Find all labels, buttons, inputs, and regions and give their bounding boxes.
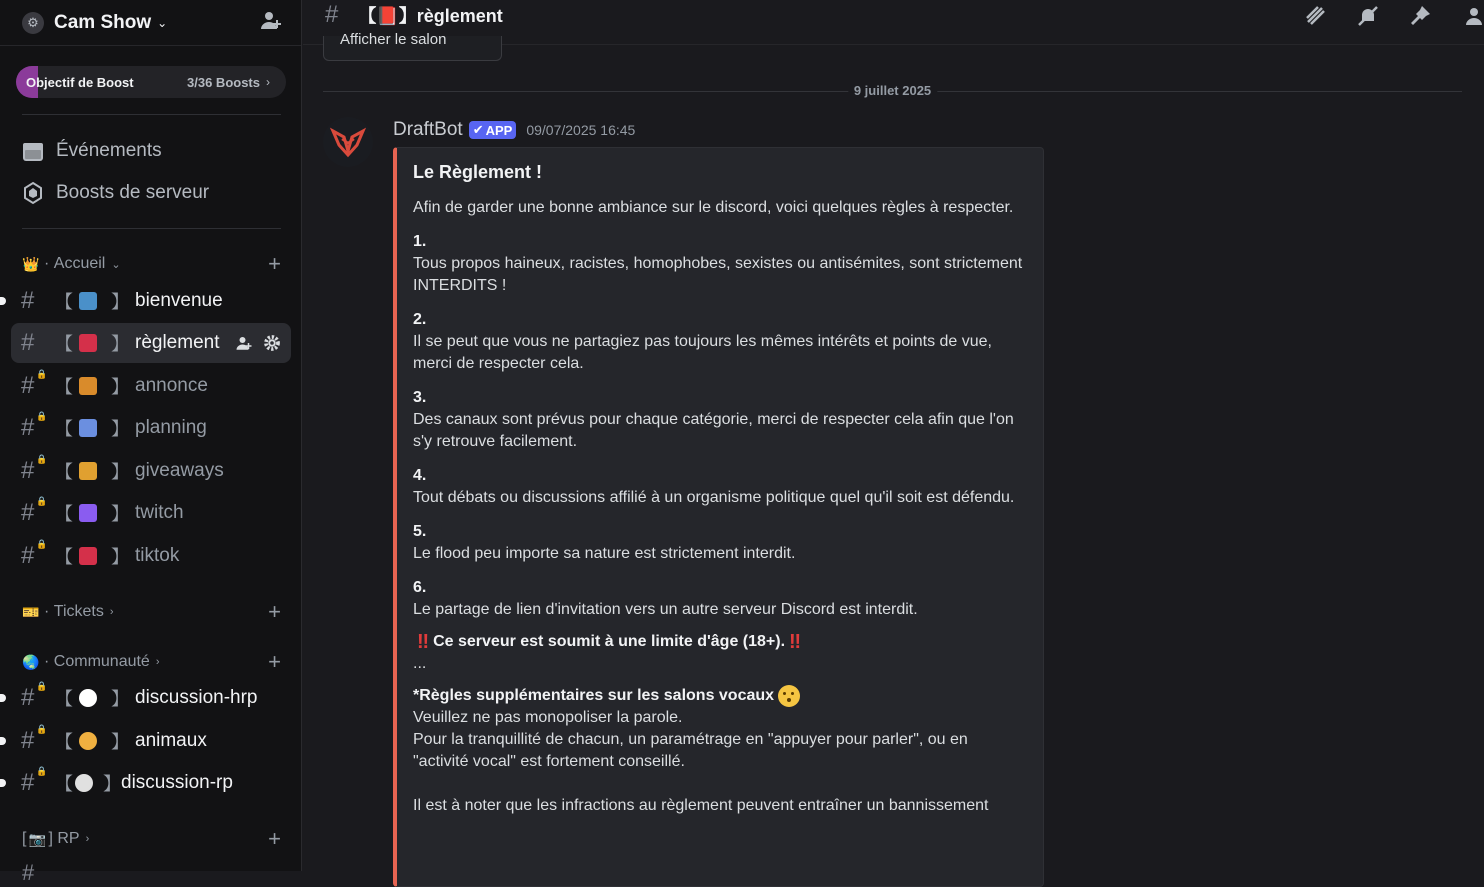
boost-gem-icon bbox=[22, 182, 44, 204]
channel-sidebar bbox=[0, 0, 302, 885]
channel-animaux[interactable]: # 🔒 【 】 animaux bbox=[21, 724, 207, 754]
ellipsis-text: ... bbox=[413, 655, 427, 672]
channel-name: planning bbox=[135, 417, 207, 438]
message-embed bbox=[393, 147, 1044, 887]
chevron-down-icon: ⌄ bbox=[157, 15, 168, 30]
channel-discussion-hrp[interactable]: # 🔒 【 】 discussion-hrp bbox=[21, 681, 258, 711]
add-channel-icon[interactable]: + bbox=[268, 251, 281, 276]
rule-number: 2. bbox=[413, 311, 427, 328]
events-link[interactable] bbox=[22, 133, 162, 169]
calendar-emoji-icon bbox=[79, 419, 97, 437]
locked-channel-icon: # 🔒 bbox=[21, 369, 48, 399]
jump-button[interactable] bbox=[323, 31, 502, 61]
voice-rules-heading-text: *Règles supplémentaires sur les salons vocaux bbox=[413, 687, 775, 704]
text-channel-icon: # bbox=[22, 860, 35, 885]
unread-indicator bbox=[0, 694, 6, 702]
boost-goal-label: Objectif de Boost bbox=[26, 74, 134, 90]
channel-discussion-rp[interactable]: # 🔒 【 】 discussion-rp bbox=[21, 766, 233, 796]
gear-icon[interactable] bbox=[263, 334, 281, 352]
double-exclamation-icon: ‼ bbox=[417, 631, 430, 653]
chevron-right-icon: › bbox=[85, 833, 90, 845]
locked-channel-icon: # 🔒 bbox=[21, 724, 48, 754]
avatar[interactable] bbox=[323, 117, 373, 167]
ticket-icon: 🎫 bbox=[22, 603, 40, 620]
locked-channel-icon: # 🔒 bbox=[21, 411, 48, 441]
rule-text: Tout débats ou discussions affilié à un organisme politique quel qu'il soit est défendu. bbox=[413, 489, 1015, 506]
double-exclamation-icon: ‼ bbox=[789, 631, 802, 653]
divider bbox=[22, 114, 281, 115]
channel-name: discussion-hrp bbox=[135, 687, 258, 708]
airplane-emoji-icon bbox=[79, 292, 97, 310]
voice-rules-heading bbox=[413, 685, 1027, 707]
speaking-head-emoji-icon bbox=[75, 774, 93, 792]
add-channel-icon[interactable]: + bbox=[268, 649, 281, 674]
server-name: Cam Show bbox=[54, 11, 152, 33]
boost-goal-bar[interactable] bbox=[16, 66, 286, 98]
server-settings-icon: ⚙ bbox=[22, 12, 44, 34]
cat-emoji-icon bbox=[79, 732, 97, 750]
message-header bbox=[393, 119, 635, 141]
divider bbox=[22, 228, 281, 229]
check-icon: ✔ bbox=[472, 122, 484, 137]
calendar-icon bbox=[22, 140, 44, 162]
unread-indicator bbox=[0, 737, 6, 745]
threads-icon[interactable] bbox=[1304, 4, 1328, 28]
category-rp[interactable]: [ 📷 ] RP › + bbox=[22, 826, 281, 851]
rule-text: Le partage de lien d'invitation vers un autre serveur Discord est interdit. bbox=[413, 601, 918, 618]
server-header[interactable] bbox=[0, 0, 301, 46]
rule-number: 5. bbox=[413, 523, 427, 540]
unread-indicator bbox=[0, 779, 6, 787]
channel-bienvenue[interactable]: # 【 】 bienvenue bbox=[21, 287, 223, 314]
purple-square-emoji-icon bbox=[79, 504, 97, 522]
locked-channel-icon: # 🔒 bbox=[21, 454, 48, 484]
channel-name: règlement bbox=[135, 332, 220, 353]
category-tickets[interactable]: 🎫 · Tickets › + bbox=[22, 599, 281, 624]
locked-channel-icon: # 🔒 bbox=[21, 539, 48, 569]
rule-text: Il se peut que vous ne partagiez pas toujours les mêmes intérêts et points de vue, merci de respecter cela. bbox=[413, 333, 992, 372]
date-label: 9 juillet 2025 bbox=[848, 83, 937, 98]
rule-number: 4. bbox=[413, 467, 427, 484]
text-channel-icon: # bbox=[21, 329, 35, 356]
add-channel-icon[interactable]: + bbox=[268, 599, 281, 624]
red-book-emoji-icon bbox=[79, 334, 97, 352]
rule-number: 1. bbox=[413, 233, 427, 250]
jump-button-label: Afficher le salon bbox=[340, 31, 447, 48]
message-timestamp: 09/07/2025 16:45 bbox=[526, 122, 636, 138]
speech-bubble-emoji-icon bbox=[79, 689, 97, 707]
rule-number: 3. bbox=[413, 389, 427, 406]
category-label: RP bbox=[57, 830, 80, 847]
red-square-emoji-icon bbox=[79, 547, 97, 565]
gift-emoji-icon bbox=[79, 462, 97, 480]
text-channel-icon: # bbox=[325, 1, 339, 28]
app-badge bbox=[469, 121, 517, 139]
voice-rule-text: Veuillez ne pas monopoliser la parole. bbox=[413, 709, 683, 726]
category-label: Accueil bbox=[53, 255, 106, 272]
channel-giveaways[interactable]: # 🔒 【 】 giveaways bbox=[21, 454, 224, 484]
events-label: Événements bbox=[56, 140, 162, 161]
channel-name: twitch bbox=[135, 502, 184, 523]
chevron-right-icon: › bbox=[266, 75, 270, 89]
channel-header bbox=[303, 0, 1484, 30]
pin-icon[interactable] bbox=[1408, 4, 1432, 28]
unread-indicator bbox=[0, 297, 6, 305]
boost-count: 3/36 Boosts bbox=[187, 74, 260, 90]
embed-title: Le Règlement ! bbox=[413, 162, 543, 182]
globe-icon: 🌏 bbox=[22, 653, 40, 670]
channel-reglement[interactable]: # 【 】 règlement bbox=[11, 323, 291, 363]
chevron-right-icon: › bbox=[155, 656, 160, 668]
channel-annonce[interactable]: # 🔒 【 】 annonce bbox=[21, 369, 208, 399]
locked-channel-icon: # 🔒 bbox=[21, 681, 48, 711]
channel-tiktok[interactable]: # 🔒 【 】 tiktok bbox=[21, 539, 180, 569]
category-accueil[interactable]: 👑 · Accueil ⌄ + bbox=[22, 251, 281, 276]
locked-channel-icon: # 🔒 bbox=[21, 766, 48, 796]
server-boosts-label: Boosts de serveur bbox=[56, 182, 210, 203]
category-label: Tickets bbox=[53, 603, 104, 620]
chevron-right-icon: › bbox=[109, 606, 114, 618]
member-list-icon[interactable] bbox=[1460, 4, 1484, 28]
add-channel-icon[interactable]: + bbox=[268, 826, 281, 851]
channel-name: bienvenue bbox=[135, 290, 223, 311]
locked-channel-icon: # 🔒 bbox=[21, 496, 48, 526]
embed-intro: Afin de garder une bonne ambiance sur le discord, voici quelques règles à respecter. bbox=[413, 199, 1014, 216]
channel-name: animaux bbox=[135, 730, 207, 751]
date-separator bbox=[323, 83, 1462, 98]
mute-bell-icon[interactable] bbox=[1356, 4, 1380, 28]
invite-icon[interactable] bbox=[235, 334, 253, 352]
chat-area bbox=[303, 0, 1484, 871]
channel-name: annonce bbox=[135, 375, 208, 396]
age-warning-text: Ce serveur est soumit à une limite d'âge (18+). bbox=[433, 633, 786, 650]
footer-text: Il est à noter que les infractions au règlement peuvent entraîner un bannissement bbox=[413, 797, 989, 814]
rule-number: 6. bbox=[413, 579, 427, 596]
text-channel-icon: # bbox=[21, 287, 35, 314]
crown-icon: 👑 bbox=[22, 255, 40, 272]
category-label: Communauté bbox=[53, 653, 150, 670]
age-warning bbox=[413, 631, 1027, 653]
channel-planning[interactable]: # 🔒 【 】 planning bbox=[21, 411, 207, 441]
channel-name: discussion-rp bbox=[121, 772, 233, 793]
rule-text: Le flood peu importe sa nature est strictement interdit. bbox=[413, 545, 796, 562]
chevron-down-icon: ⌄ bbox=[111, 258, 121, 271]
app-badge-label: APP bbox=[485, 122, 513, 138]
channel-name: tiktok bbox=[135, 545, 180, 566]
channel-twitch[interactable]: # 🔒 【 】 twitch bbox=[21, 496, 184, 526]
rule-text: Des canaux sont prévus pour chaque catégorie, merci de respecter cela afin que l'on s'y retrouve facilement. bbox=[413, 411, 1014, 450]
camera-icon: 📷 bbox=[28, 830, 46, 847]
message-author[interactable]: DraftBot bbox=[393, 119, 463, 140]
channel-title: 【📕】règlement bbox=[358, 6, 503, 26]
kissing-face-emoji-icon bbox=[778, 685, 800, 707]
invite-people-icon[interactable] bbox=[259, 8, 283, 37]
channel-name: giveaways bbox=[135, 460, 224, 481]
category-communaute[interactable]: 🌏 · Communauté › + bbox=[22, 649, 281, 674]
rule-text: Tous propos haineux, racistes, homophobes, sexistes ou antisémites, sont strictement INTERDITS ! bbox=[413, 255, 1023, 294]
server-boosts-link[interactable] bbox=[22, 175, 209, 211]
bell-emoji-icon bbox=[79, 377, 97, 395]
voice-rule-text: Pour la tranquillité de chacun, un paramétrage en "appuyer pour parler", ou en "activité vocal" est fortement conseillé. bbox=[413, 731, 968, 770]
